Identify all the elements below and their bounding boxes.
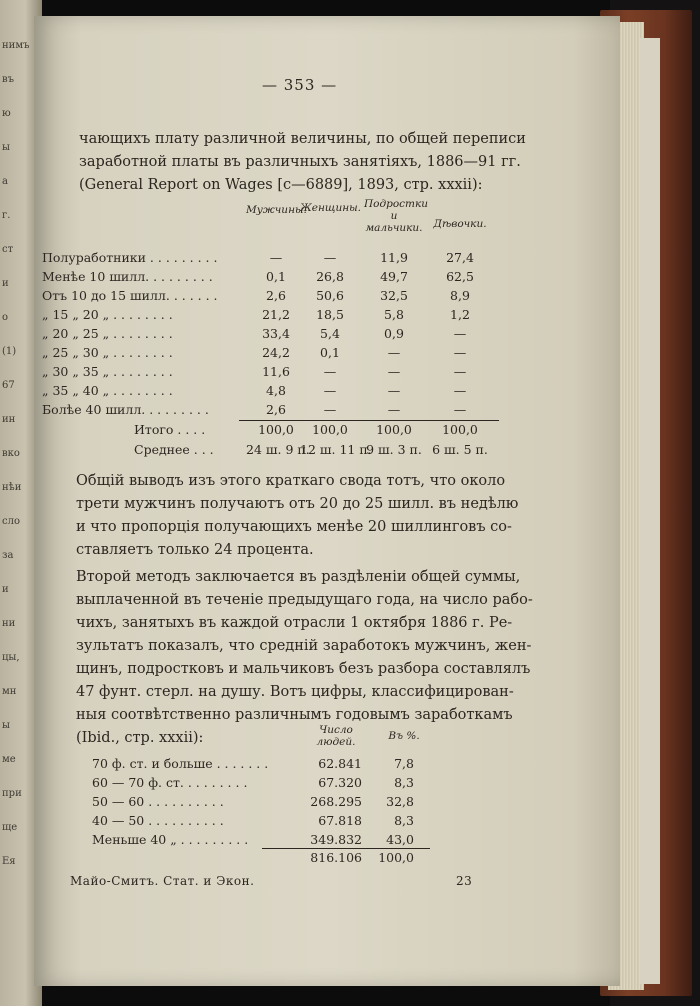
cell-value: — — [387, 383, 401, 398]
row-label: Болѣе 40 шилл. . . . . . . . . — [42, 402, 209, 417]
cell-value: 1,2 — [450, 307, 470, 322]
cell-value: 2,6 — [266, 402, 286, 417]
total-row — [134, 420, 614, 440]
text-line: ныя соотвѣтственно различнымъ годовымъ заработкамъ — [76, 707, 513, 723]
left-page-text: сло — [2, 516, 20, 527]
cell-value: 62,5 — [446, 269, 474, 284]
row-label: Меньше 40 „ . . . . . . . . . — [92, 832, 249, 847]
cell-value: 8,9 — [450, 288, 470, 303]
cell-value: 27,4 — [446, 250, 474, 265]
cell-value: — — [453, 383, 467, 398]
cell-value: 26,8 — [316, 269, 344, 284]
table-row — [42, 400, 582, 420]
average-value: 9 ш. 3 п. — [366, 442, 422, 457]
method-paragraph — [76, 566, 533, 750]
page-number: — 353 — — [262, 76, 338, 94]
cell-value: 0,1 — [320, 345, 340, 360]
column-header: Женщины. — [300, 202, 362, 214]
text-line: щинъ, подростковъ и мальчиковъ безъ разбора составлялъ — [76, 661, 531, 677]
left-page-text: ы — [2, 142, 10, 153]
people-count: 62.841 — [318, 756, 362, 771]
total-percent: 100,0 — [378, 850, 414, 865]
column-header: Мужчины. — [246, 204, 307, 216]
row-label: „ 20 „ 25 „ . . . . . . . . — [42, 326, 173, 341]
left-page-text: 67 — [2, 380, 15, 391]
footer-signature: Майо-Смитъ. Стат. и Экон. — [70, 874, 255, 888]
row-label: 70 ф. ст. и больше . . . . . . . — [92, 756, 269, 771]
cell-value: 24,2 — [262, 345, 290, 360]
text-line: (Ibid., стр. xxxii): — [76, 730, 204, 746]
cell-value: 4,8 — [266, 383, 286, 398]
cell-value: 50,6 — [316, 288, 344, 303]
left-page-text: и — [2, 278, 9, 289]
total-value: 100,0 — [258, 422, 294, 437]
table-row — [42, 343, 582, 363]
cell-value: — — [323, 250, 337, 265]
average-label: Среднее . . . — [134, 442, 214, 457]
text-line: трети мужчинъ получаютъ отъ 20 до 25 шилл. въ недѣлю — [76, 496, 519, 512]
column-header: Число людей. — [316, 724, 356, 748]
left-page-text: ст — [2, 244, 14, 255]
percent-value: 43,0 — [386, 832, 414, 847]
table-row — [42, 267, 582, 287]
cell-value: — — [387, 364, 401, 379]
row-label: „ 25 „ 30 „ . . . . . . . . — [42, 345, 173, 360]
cell-value: — — [453, 326, 467, 341]
total-value: 100,0 — [442, 422, 478, 437]
cell-value: — — [387, 345, 401, 360]
cell-value: 2,6 — [266, 288, 286, 303]
text-line: выплаченной въ теченіе предыдущаго года, на число рабо- — [76, 592, 533, 608]
left-page-text: г. — [2, 210, 11, 221]
left-page-text: нимъ — [2, 40, 30, 51]
people-count: 268.295 — [310, 794, 362, 809]
cell-value: 49,7 — [380, 269, 408, 284]
left-page-text: при — [2, 788, 22, 799]
percent-value: 8,3 — [394, 813, 414, 828]
row-label: Полуработники . . . . . . . . . — [42, 250, 218, 265]
row-label: 60 — 70 ф. ст. . . . . . . . . — [92, 775, 248, 790]
left-page-text: въ — [2, 74, 14, 85]
left-page-text: а — [2, 176, 8, 187]
book-page — [34, 16, 620, 986]
row-label: Менѣе 10 шилл. . . . . . . . . — [42, 269, 213, 284]
cell-value: 32,5 — [380, 288, 408, 303]
text-line: (General Report on Wages [c—6889], 1893, стр. xxxii): — [79, 177, 483, 193]
left-page-text: ни — [2, 618, 16, 629]
text-line: заработной платы въ различныхъ занятіяхъ, 1886—91 гг. — [79, 154, 521, 170]
total-row — [92, 848, 492, 867]
cell-value: 5,8 — [384, 307, 404, 322]
cell-value: 33,4 — [262, 326, 290, 341]
cell-value: 18,5 — [316, 307, 344, 322]
cell-value: 11,9 — [380, 250, 408, 265]
total-label: Итого . . . . — [134, 422, 206, 437]
cell-value: 21,2 — [262, 307, 290, 322]
table-row — [42, 305, 582, 325]
average-value: 24 ш. 9 п. — [246, 442, 310, 457]
total-count: 816.106 — [310, 850, 362, 865]
cell-value: — — [387, 402, 401, 417]
percent-value: 8,3 — [394, 775, 414, 790]
percent-value: 7,8 — [394, 756, 414, 771]
left-page-text: ин — [2, 414, 16, 425]
text-line: ставляетъ только 24 процента. — [76, 542, 314, 558]
cell-value: 11,6 — [262, 364, 290, 379]
cell-value: — — [453, 402, 467, 417]
left-page-text: нѣи — [2, 482, 22, 493]
table-row — [92, 811, 492, 830]
people-count: 67.320 — [318, 775, 362, 790]
cell-value: — — [453, 345, 467, 360]
cell-value: — — [323, 402, 337, 417]
table-row — [42, 324, 582, 344]
average-row — [134, 440, 614, 460]
row-label: „ 30 „ 35 „ . . . . . . . . — [42, 364, 173, 379]
total-value: 100,0 — [312, 422, 348, 437]
left-page-text: ще — [2, 822, 18, 833]
text-line: Второй методъ заключается въ раздѣленіи общей суммы, — [76, 569, 521, 585]
text-line: чающихъ плату различной величины, по общей переписи — [79, 131, 526, 147]
table-row — [42, 248, 582, 268]
table-row — [92, 792, 492, 811]
column-header: Подростки и мальчики. — [364, 198, 429, 234]
left-page-text: и — [2, 584, 9, 595]
row-label: Отъ 10 до 15 шилл. . . . . . . — [42, 288, 218, 303]
average-value: 12 ш. 11 п. — [300, 442, 372, 457]
left-page-text: вко — [2, 448, 20, 459]
text-line: и что пропорція получающихъ менѣе 20 шиллинговъ со- — [76, 519, 512, 535]
text-line: 47 фунт. стерл. на душу. Вотъ цифры, классифицирован- — [76, 684, 514, 700]
table-row — [42, 286, 582, 306]
cell-value: — — [269, 250, 283, 265]
row-label: „ 15 „ 20 „ . . . . . . . . — [42, 307, 173, 322]
cell-value: 5,4 — [320, 326, 340, 341]
total-value: 100,0 — [376, 422, 412, 437]
table-row — [42, 362, 582, 382]
row-label: 50 — 60 . . . . . . . . . . — [92, 794, 224, 809]
left-page-text: за — [2, 550, 14, 561]
cell-value: — — [323, 383, 337, 398]
footer-sheet-number: 23 — [456, 874, 473, 888]
intro-paragraph — [79, 128, 526, 197]
left-page-text: ы — [2, 720, 10, 731]
row-label: „ 35 „ 40 „ . . . . . . . . — [42, 383, 173, 398]
table-row — [92, 830, 492, 849]
table-row — [92, 754, 492, 773]
left-page-text: о — [2, 312, 9, 323]
table-row — [92, 773, 492, 792]
people-count: 67.818 — [318, 813, 362, 828]
left-page-text: цы, — [2, 652, 20, 663]
percent-value: 32,8 — [386, 794, 414, 809]
left-page-text: мн — [2, 686, 17, 697]
left-page-text: Ея — [2, 856, 16, 867]
cell-value: 0,1 — [266, 269, 286, 284]
cell-value: 0,9 — [384, 326, 404, 341]
text-line: зультатъ показалъ, что средній заработокъ мужчинъ, жен- — [76, 638, 532, 654]
cell-value: — — [323, 364, 337, 379]
row-label: 40 — 50 . . . . . . . . . . — [92, 813, 224, 828]
left-page-text: ю — [2, 108, 11, 119]
column-header: Дѣвочки. — [433, 218, 487, 230]
people-count: 349.832 — [310, 832, 362, 847]
text-line: чихъ, занятыхъ въ каждой отрасли 1 октября 1886 г. Ре- — [76, 615, 513, 631]
column-header: Въ %. — [388, 730, 420, 742]
endpaper — [640, 38, 660, 984]
left-page-text: (1) — [2, 346, 17, 357]
text-line: Общій выводъ изъ этого краткаго свода тотъ, что около — [76, 473, 506, 489]
table-row — [42, 381, 582, 401]
cell-value: — — [453, 364, 467, 379]
left-page-text: ме — [2, 754, 16, 765]
average-value: 6 ш. 5 п. — [432, 442, 488, 457]
conclusion-paragraph — [76, 470, 518, 562]
